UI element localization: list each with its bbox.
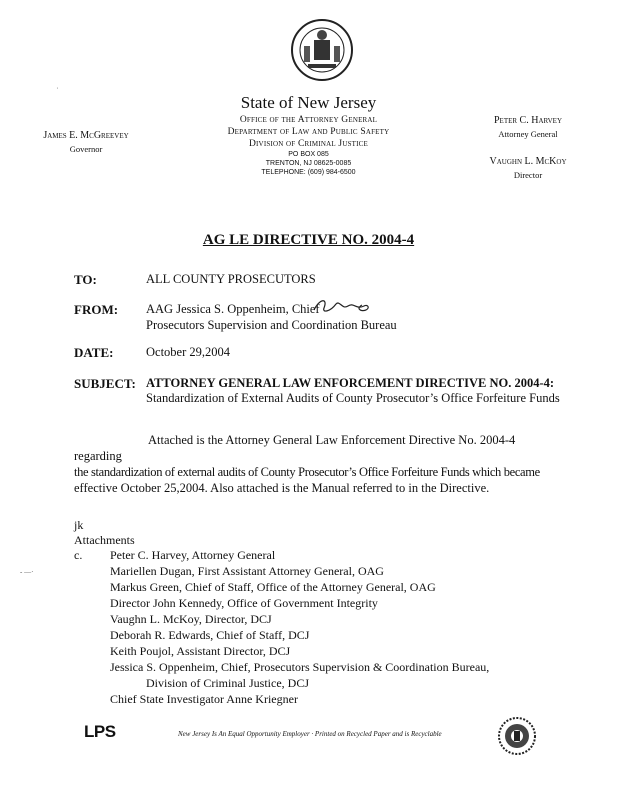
cc-item: Markus Green, Chief of Staff, Office of the Attorney General, OAG (110, 580, 436, 594)
to-value: ALL COUNTY PROSECUTORS (146, 272, 316, 286)
letterhead-department: Department of Law and Public Safety (227, 127, 390, 137)
body-line1: Attached is the Attorney General Law Enforcement Directive No. 2004-4 regarding (74, 433, 516, 463)
cc-label: c. (74, 548, 83, 562)
governor-name: James E. McGreevey (43, 130, 129, 141)
date-label: DATE: (74, 345, 114, 360)
body-line2: the standardization of external audits of County Prosecutor’s Office Forfeiture Funds which became (74, 465, 540, 479)
director-name: Vaughn L. McKoy (489, 156, 567, 167)
to-label: TO: (74, 272, 97, 287)
body-paragraph (74, 432, 552, 496)
cc-item: Chief State Investigator Anne Kriegner (110, 692, 298, 706)
ag-title: Attorney General (498, 129, 558, 139)
footer-seal-icon (497, 716, 537, 756)
body-line3: effective October 25,2004. Also attached is the Manual referred to in the Directive. (74, 481, 490, 495)
subject-label: SUBJECT: (74, 376, 136, 391)
letterhead-division: Division of Criminal Justice (248, 139, 369, 149)
cc-item: Keith Poujol, Assistant Director, DCJ (110, 644, 291, 658)
subject-line1: ATTORNEY GENERAL LAW ENFORCEMENT DIRECTIVE NO. 2004-4: (146, 376, 555, 390)
from-label: FROM: (74, 302, 119, 317)
signature-icon (310, 296, 374, 316)
letterhead-telephone: TELEPHONE: (609) 984-6500 (261, 169, 356, 176)
cc-item: Division of Criminal Justice, DCJ (146, 676, 309, 690)
cc-item: Jessica S. Oppenheim, Chief, Prosecutors Supervision & Coordination Bureau, (110, 660, 490, 674)
ag-name: Peter C. Harvey (494, 115, 562, 126)
initials: jk (74, 518, 84, 532)
lps-logo: LPS (84, 722, 116, 741)
governor-title: Governor (69, 144, 103, 154)
state-seal-icon (290, 18, 354, 82)
cc-item: Mariellen Dugan, First Assistant Attorney General, OAG (110, 564, 384, 578)
stray-mark: ˙ (56, 86, 59, 95)
cc-item: Deborah R. Edwards, Chief of Staff, DCJ (110, 628, 310, 642)
from-line1: AAG Jessica S. Oppenheim, Chief (146, 302, 320, 316)
letterhead-city: TRENTON, NJ 08625-0085 (265, 160, 352, 167)
cc-item: Director John Kennedy, Office of Government Integrity (110, 596, 378, 610)
letterhead-state: State of New Jersey (240, 93, 377, 112)
date-value: October 29,2004 (146, 345, 231, 359)
from-line2: Prosecutors Supervision and Coordination Bureau (146, 318, 397, 332)
subject-line2: Standardization of External Audits of County Prosecutor’s Office Forfeiture Funds (146, 391, 560, 405)
director-title: Director (513, 170, 543, 180)
margin-mark: - —· (20, 568, 34, 576)
cc-item: Peter C. Harvey, Attorney General (110, 548, 276, 562)
letterhead-po-box: PO BOX 085 (288, 151, 329, 158)
cc-item: Vaughn L. McKoy, Director, DCJ (110, 612, 272, 626)
footer-text: New Jersey Is An Equal Opportunity Employer · Printed on Recycled Paper and is Recyclable (178, 730, 442, 738)
attachments-label: Attachments (74, 533, 135, 547)
directive-title: AG LE DIRECTIVE NO. 2004-4 (202, 232, 415, 248)
letterhead-office: Office of the Attorney General (239, 115, 378, 125)
